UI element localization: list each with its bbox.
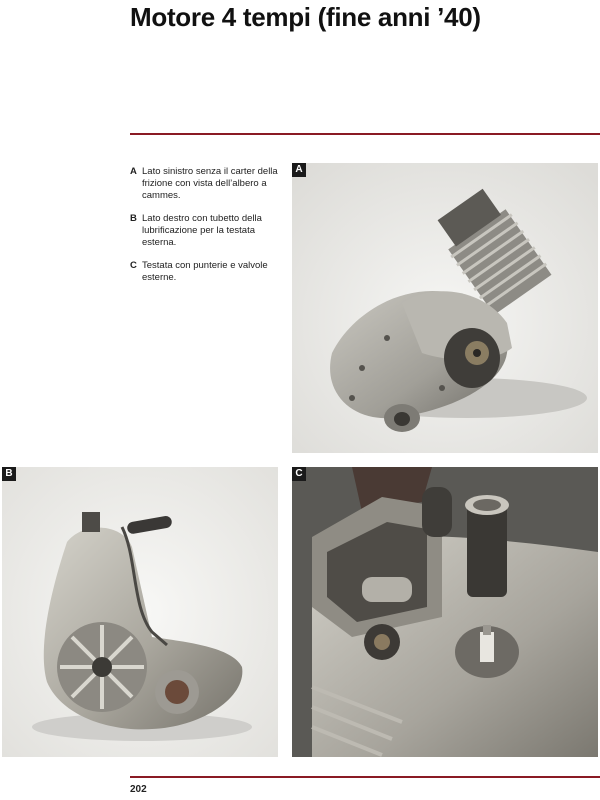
- cylinder-head-image: [292, 467, 598, 757]
- photo-b-engine-right-side: [2, 467, 278, 757]
- caption-text: Lato sinistro senza il carter della frizione con vista dell’albero a cammes.: [142, 166, 278, 201]
- photo-label-a: A: [292, 163, 306, 177]
- engine-right-side-image: [2, 467, 278, 757]
- photo-label-c: C: [292, 467, 306, 481]
- caption-a: [130, 166, 280, 202]
- caption-letter: A: [130, 166, 137, 177]
- footer-divider: [130, 776, 600, 778]
- photo-label-b: B: [2, 467, 16, 481]
- caption-b: [130, 213, 280, 249]
- title-divider: [130, 133, 600, 135]
- caption-c: [130, 260, 280, 284]
- engine-left-side-image: [292, 163, 598, 453]
- page-title: Motore 4 tempi (fine anni ’40): [130, 2, 481, 32]
- caption-text: Lato destro con tubetto della lubrificazione per la testata esterna.: [142, 213, 262, 248]
- page-number: 202: [130, 784, 147, 795]
- photo-c-cylinder-head: [292, 467, 598, 757]
- captions-list: [130, 166, 280, 295]
- caption-letter: B: [130, 213, 137, 224]
- caption-letter: C: [130, 260, 137, 271]
- photo-a-engine-left-side: [292, 163, 598, 453]
- caption-text: Testata con punterie e valvole esterne.: [142, 260, 268, 283]
